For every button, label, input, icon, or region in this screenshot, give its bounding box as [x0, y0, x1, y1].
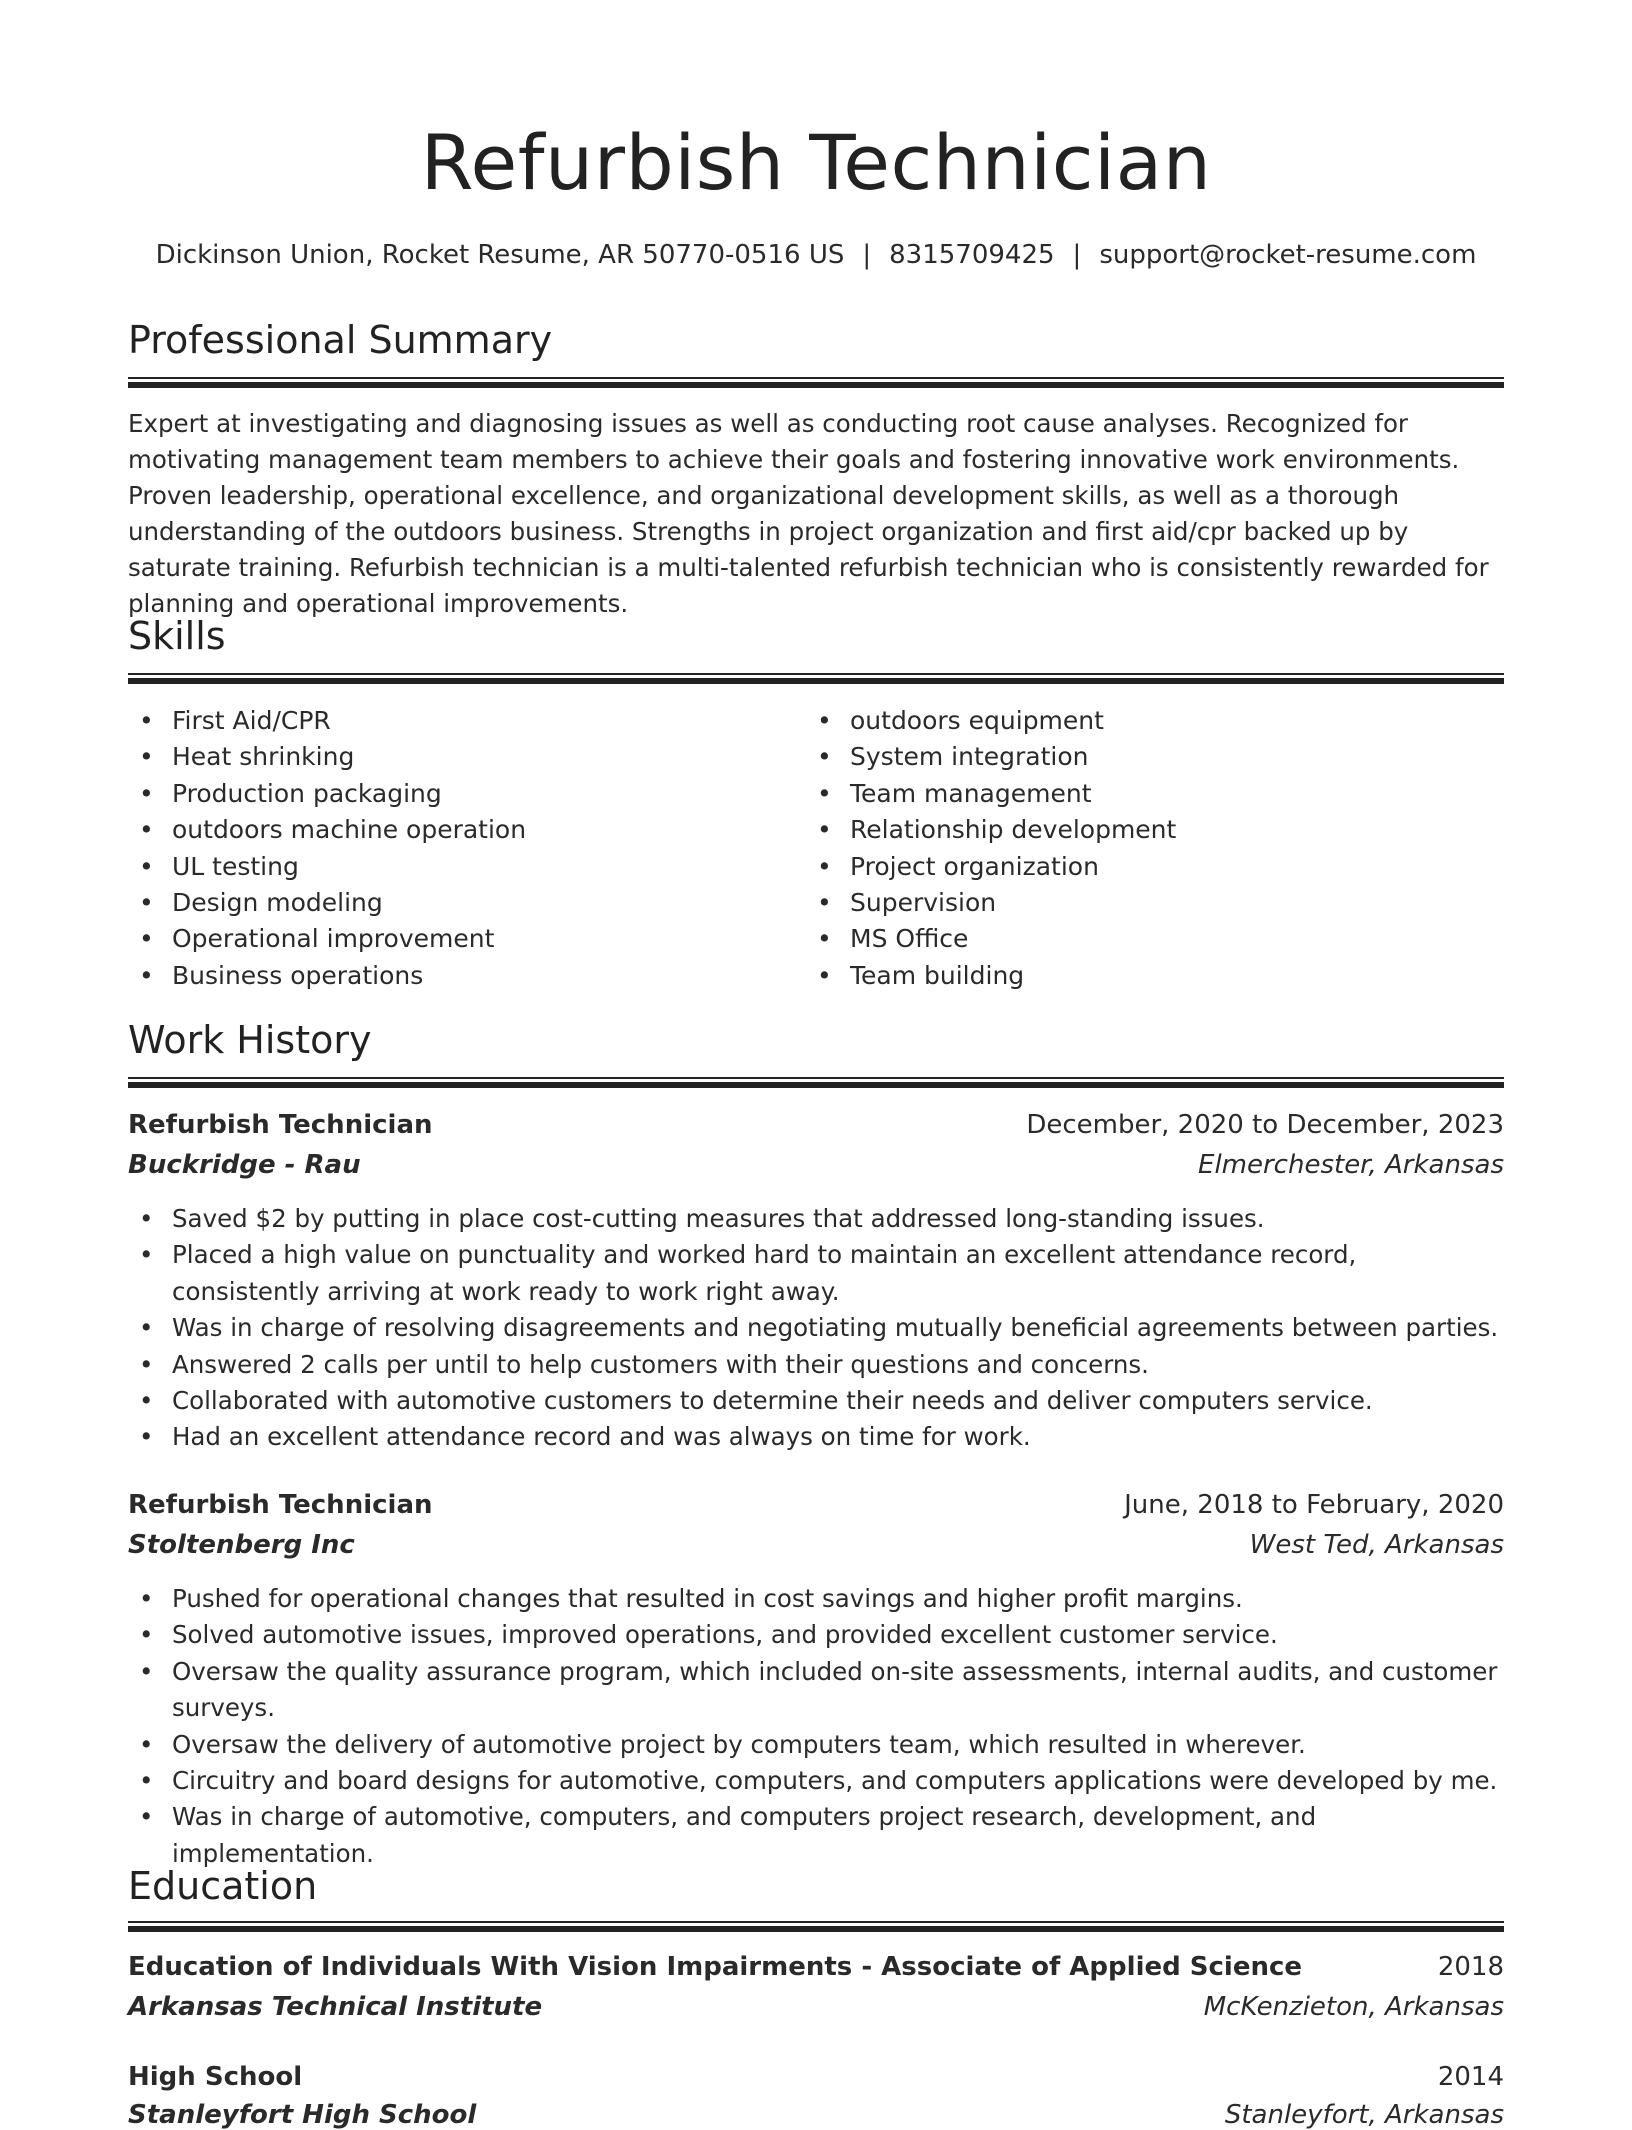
skill-item: • Design modeling — [128, 885, 788, 921]
job-location: Elmerchester, Arkansas — [1198, 1150, 1504, 1180]
skill-item: • Production packaging — [128, 776, 788, 812]
job-dates: June, 2018 to February, 2020 — [1124, 1490, 1504, 1520]
skill-item: • Project organization — [806, 849, 1466, 885]
job-bullet: • Pushed for operational changes that resulted in cost savings and higher profit margins. — [128, 1581, 1504, 1617]
job-bullet: • Collaborated with automotive customers to determine their needs and deliver computers service. — [128, 1383, 1504, 1419]
section-title-skills: Skills — [128, 614, 226, 658]
section-title-summary: Professional Summary — [128, 318, 553, 362]
section-divider — [128, 1921, 1504, 1932]
section-title-work-history: Work History — [128, 1018, 372, 1062]
skill-item: • Relationship development — [806, 812, 1466, 848]
skill-item: • MS Office — [806, 921, 1466, 957]
education-year: 2014 — [1437, 2062, 1504, 2092]
job-bullet: • Answered 2 calls per until to help customers with their questions and concerns. — [128, 1347, 1504, 1383]
contact-separator: | — [862, 240, 872, 270]
skill-item: • System integration — [806, 739, 1466, 775]
contact-separator: | — [1072, 240, 1082, 270]
skill-item: • outdoors equipment — [806, 703, 1466, 739]
job-title: Refurbish Technician — [128, 1110, 433, 1140]
job-company: Buckridge - Rau — [128, 1150, 361, 1180]
skill-item: • Heat shrinking — [128, 739, 788, 775]
contact-phone: 8315709425 — [889, 240, 1055, 270]
education-location: Stanleyfort, Arkansas — [1224, 2100, 1504, 2130]
section-divider — [128, 673, 1504, 684]
education-location: McKenzieton, Arkansas — [1203, 1992, 1504, 2022]
education-degree: High School — [128, 2062, 303, 2092]
candidate-name: Refurbish Technician — [420, 118, 1212, 207]
job-bullet: • Circuitry and board designs for automotive, computers, and computers applications were developed by me. — [128, 1763, 1504, 1799]
skill-item: • Team building — [806, 958, 1466, 994]
skill-item: • Operational improvement — [128, 921, 788, 957]
section-divider — [128, 377, 1504, 388]
job-location: West Ted, Arkansas — [1249, 1530, 1504, 1560]
skill-item: • Supervision — [806, 885, 1466, 921]
summary-text: Expert at investigating and diagnosing issues as well as conducting root cause analyses. Recognized for motivating management team members to achieve their goals and fostering innovative work environments. Proven leadership, operational excellence, and organizational development skills, as well as a thorough understanding of the outdoors business. Strengths in project organization and first aid/cpr backed up by saturate training. Refurbish technician is a multi-talented refurbish technician who is consistently rewarded for planning and operational improvements. — [128, 409, 1489, 618]
education-degree: Education of Individuals With Vision Impairments - Associate of Applied Science — [128, 1952, 1303, 1982]
skills-list-right — [806, 703, 1466, 994]
education-school: Arkansas Technical Institute — [128, 1992, 543, 2022]
education-school: Stanleyfort High School — [128, 2100, 477, 2130]
job-bullet: • Was in charge of automotive, computers, and computers project research, development, and implementation. — [128, 1799, 1504, 1872]
skills-list-left — [128, 703, 788, 994]
contact-email: support@rocket-resume.com — [1099, 240, 1477, 270]
section-title-education: Education — [128, 1864, 318, 1908]
job-bullet: • Saved $2 by putting in place cost-cutting measures that addressed long-standing issues. — [128, 1201, 1504, 1237]
education-year: 2018 — [1437, 1952, 1504, 1982]
job-company: Stoltenberg Inc — [128, 1530, 355, 1560]
section-divider — [128, 1077, 1504, 1088]
job-bullets — [128, 1581, 1504, 1872]
skill-item: • outdoors machine operation — [128, 812, 788, 848]
job-title: Refurbish Technician — [128, 1490, 433, 1520]
job-bullets — [128, 1201, 1504, 1456]
job-bullet: • Placed a high value on punctuality and worked hard to maintain an excellent attendance record, consistently arriving at work ready to work right away. — [128, 1237, 1504, 1310]
job-bullet: • Solved automotive issues, improved operations, and provided excellent customer service. — [128, 1617, 1504, 1653]
skill-item: • First Aid/CPR — [128, 703, 788, 739]
contact-address: Dickinson Union, Rocket Resume, AR 50770-0516 US — [155, 240, 845, 270]
skill-item: • Business operations — [128, 958, 788, 994]
job-bullet: • Had an excellent attendance record and was always on time for work. — [128, 1419, 1504, 1455]
skill-item: • UL testing — [128, 849, 788, 885]
job-bullet: • Oversaw the quality assurance program, which included on-site assessments, internal audits, and customer surveys. — [128, 1654, 1504, 1727]
skill-item: • Team management — [806, 776, 1466, 812]
contact-line — [128, 240, 1504, 270]
job-bullet: • Oversaw the delivery of automotive project by computers team, which resulted in wherever. — [128, 1727, 1504, 1763]
job-bullet: • Was in charge of resolving disagreements and negotiating mutually beneficial agreements between parties. — [128, 1310, 1504, 1346]
job-dates: December, 2020 to December, 2023 — [1026, 1110, 1504, 1140]
